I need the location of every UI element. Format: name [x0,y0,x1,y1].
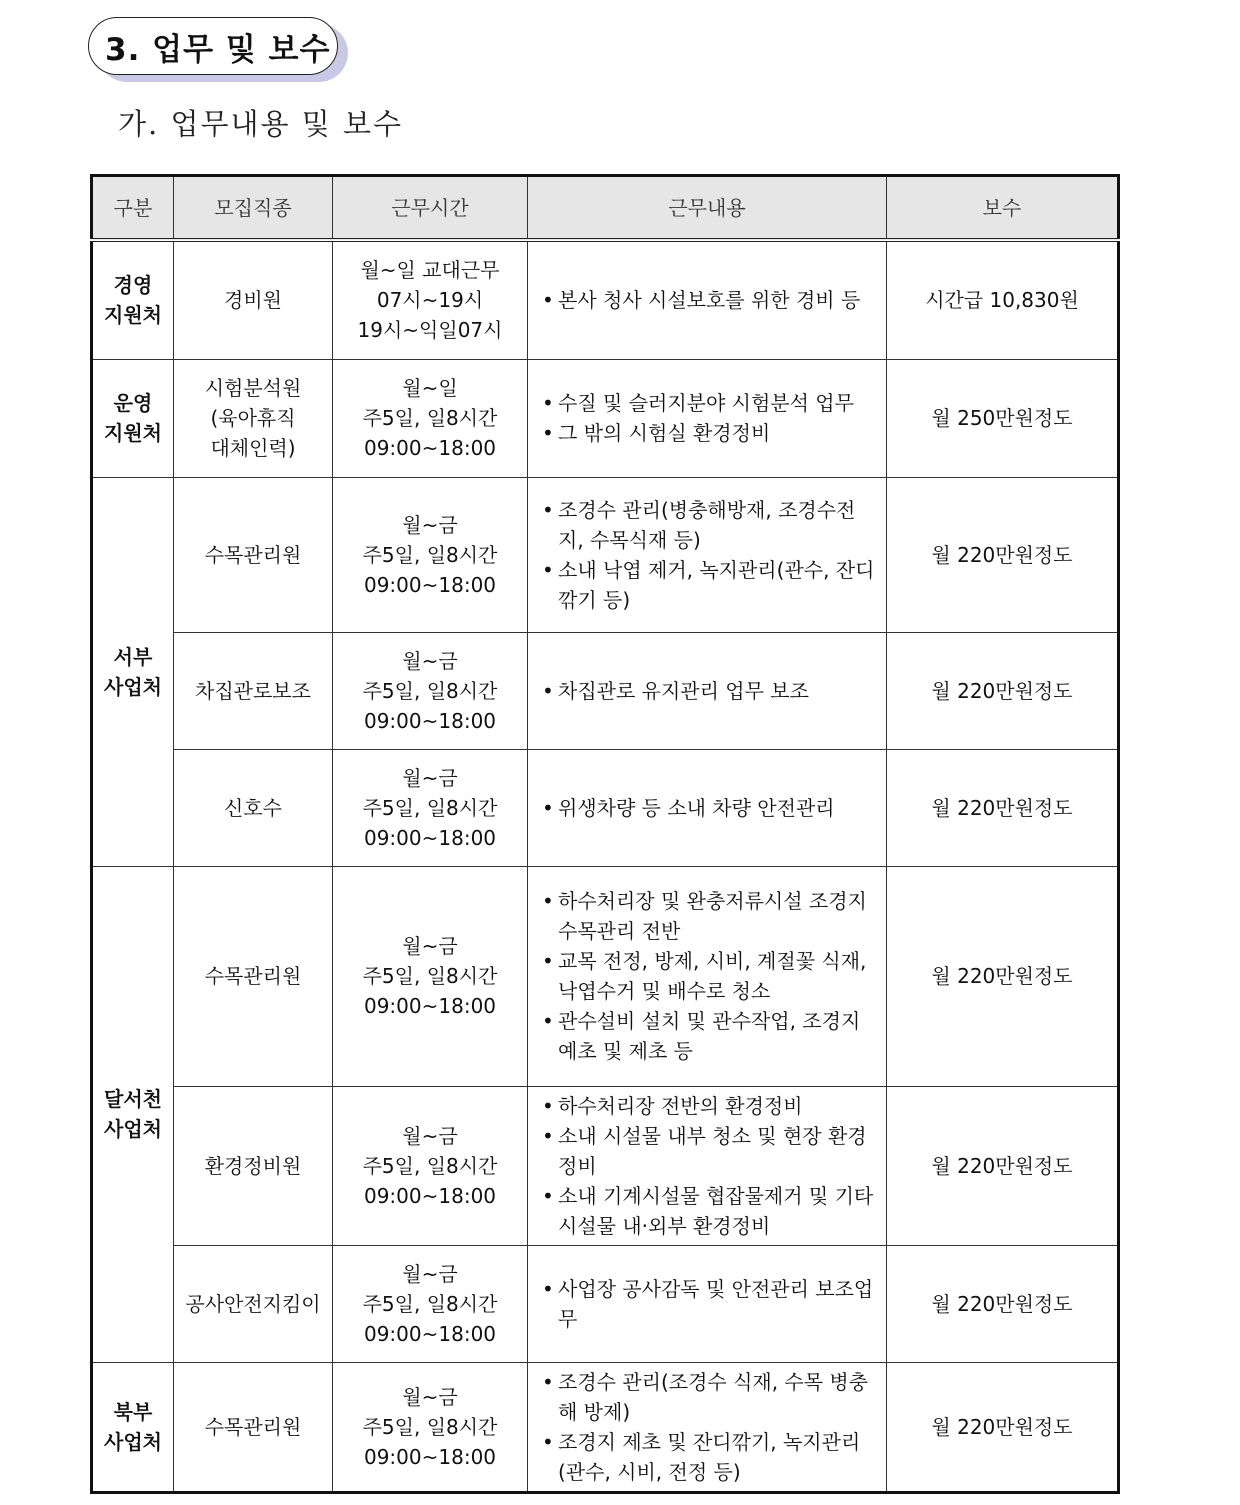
duty-text: 조경수 관리(병충해방재, 조경수전지, 수목식재 등) [558,497,856,552]
pay-cell: 월 220만원정도 [887,1086,1119,1245]
hours-cell: 월~금 주5일, 일8시간 09:00~18:00 [333,1086,528,1245]
bullet-icon: • [542,795,554,820]
pay-cell: 월 220만원정도 [887,1245,1119,1362]
duties-cell [528,632,887,749]
duty-item [542,1274,876,1334]
hours-cell: 월~금 주5일, 일8시간 09:00~18:00 [333,1362,528,1492]
job-cell: 신호수 [174,749,333,866]
bullet-icon: • [542,497,554,522]
duty-item [542,1091,876,1121]
hours-cell: 월~일 교대근무 07시~19시 19시~익일07시 [333,240,528,359]
bullet-icon: • [542,949,554,973]
job-cell: 차집관로보조 [174,632,333,749]
pay-cell: 월 220만원정도 [887,632,1119,749]
duty-item [542,1427,876,1487]
header-pay: 보수 [887,176,1119,241]
header-duties: 근무내용 [528,176,887,241]
duty-text: 소내 기계시설물 협잡물제거 및 기타 시설물 내·외부 환경정비 [558,1183,874,1238]
job-cell: 시험분석원 (육아휴직 대체인력) [174,359,333,477]
duties-cell [528,359,887,477]
duties-cell [528,240,887,359]
pay-cell: 월 220만원정도 [887,1362,1119,1492]
bullet-icon: • [542,1183,554,1208]
duty-item [542,495,876,555]
duty-item [542,1367,876,1427]
hours-cell: 월~금 주5일, 일8시간 09:00~18:00 [333,632,528,749]
section-heading [88,17,338,75]
table-row [92,632,1119,749]
hours-cell: 월~일 주5일, 일8시간 09:00~18:00 [333,359,528,477]
bullet-icon: • [542,1429,554,1454]
table-row [92,1245,1119,1362]
duty-text: 조경지 제초 및 잔디깎기, 녹지관리 (관수, 시비, 전정 등) [558,1429,861,1484]
table-header-row [92,176,1119,241]
duties-cell [528,1086,887,1245]
duty-text: 관수설비 설치 및 관수작업, 조경지 예초 및 제초 등 [558,1009,861,1063]
hours-cell: 월~금 주5일, 일8시간 09:00~18:00 [333,477,528,632]
bullet-icon: • [542,1369,554,1394]
duty-text: 하수처리장 및 완충저류시설 조경지 수목관리 전반 [558,889,867,943]
pay-cell: 월 250만원정도 [887,359,1119,477]
duty-text: 조경수 관리(조경수 식재, 수목 병충해 방제) [558,1369,869,1424]
table-row [92,749,1119,866]
header-category: 구분 [92,176,174,241]
category-cell: 서부 사업처 [92,477,174,866]
duty-item [542,1006,876,1066]
duty-item [542,418,876,448]
duty-item [542,1121,876,1181]
category-cell: 달서천 사업처 [92,866,174,1362]
bullet-icon: • [542,889,554,913]
table-row [92,240,1119,359]
duty-text: 수질 및 슬러지분야 시험분석 업무 [558,391,854,415]
table-row [92,1086,1119,1245]
table-row [92,477,1119,632]
subtitle: 가. 업무내용 및 보수 [118,107,403,141]
bullet-icon: • [542,1093,554,1118]
duty-text: 소내 낙엽 제거, 녹지관리(관수, 잔디 깎기 등) [558,557,875,612]
job-cell: 수목관리원 [174,866,333,1086]
bullet-icon: • [542,678,554,703]
header-hours: 근무시간 [333,176,528,241]
job-cell: 수목관리원 [174,477,333,632]
duties-cell [528,1245,887,1362]
job-cell: 경비원 [174,240,333,359]
bullet-icon: • [542,391,554,415]
table-row [92,1362,1119,1492]
table-row [92,359,1119,477]
bullet-icon: • [542,1009,554,1033]
category-cell: 북부 사업처 [92,1362,174,1492]
pay-cell: 시간급 10,830원 [887,240,1119,359]
pay-cell: 월 220만원정도 [887,866,1119,1086]
duties-cell [528,477,887,632]
category-cell: 운영 지원처 [92,359,174,477]
job-cell: 공사안전지킴이 [174,1245,333,1362]
category-cell: 경영 지원처 [92,240,174,359]
duties-cell [528,1362,887,1492]
hours-cell: 월~금 주5일, 일8시간 09:00~18:00 [333,1245,528,1362]
duty-text: 본사 청사 시설보호를 위한 경비 등 [558,288,861,313]
duty-item [542,555,876,615]
duty-text: 하수처리장 전반의 환경정비 [558,1093,803,1118]
bullet-icon: • [542,557,554,582]
duty-item [542,285,876,315]
duty-text: 교목 전정, 방제, 시비, 계절꽃 식재, 낙엽수거 및 배수로 청소 [558,949,867,1003]
duty-text: 위생차량 등 소내 차량 안전관리 [558,795,835,820]
job-cell: 환경정비원 [174,1086,333,1245]
duty-text: 사업장 공사감독 및 안전관리 보조업무 [558,1276,874,1331]
pay-cell: 월 220만원정도 [887,749,1119,866]
hours-cell: 월~금 주5일, 일8시간 09:00~18:00 [333,866,528,1086]
duty-item [542,388,876,418]
pay-cell: 월 220만원정도 [887,477,1119,632]
duty-text: 그 밖의 시험실 환경정비 [558,421,771,445]
duties-cell [528,749,887,866]
table-row [92,866,1119,1086]
bullet-icon: • [542,1276,554,1301]
bullet-icon: • [542,1123,554,1148]
duty-item [542,676,876,706]
duty-text: 소내 시설물 내부 청소 및 현장 환경정비 [558,1123,867,1178]
hours-cell: 월~금 주5일, 일8시간 09:00~18:00 [333,749,528,866]
job-cell: 수목관리원 [174,1362,333,1492]
duty-text: 차집관로 유지관리 업무 보조 [558,678,809,703]
duty-item [542,1181,876,1241]
bullet-icon: • [542,288,554,313]
section-title: 3. 업무 및 보수 [105,31,331,68]
header-job: 모집직종 [174,176,333,241]
job-table [90,174,1120,1494]
duty-item [542,946,876,1006]
duty-item [542,793,876,823]
duties-cell [528,866,887,1086]
bullet-icon: • [542,421,554,445]
duty-item [542,886,876,946]
